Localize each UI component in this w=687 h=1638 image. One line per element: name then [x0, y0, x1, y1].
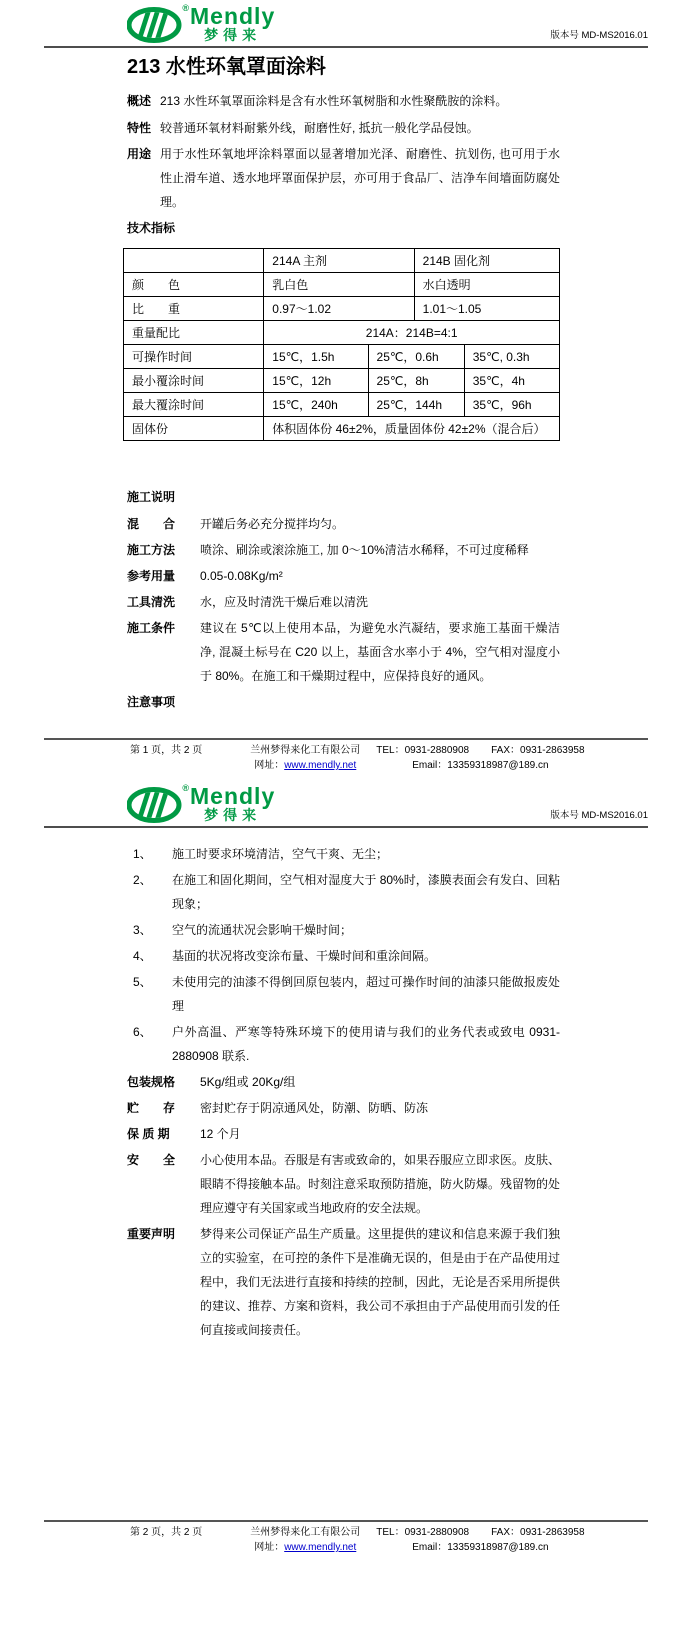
list-item-text: 户外高温、严寒等特殊环境下的使用请与我们的业务代表或致电 0931-2880908 联系. — [172, 1025, 560, 1063]
page-header — [44, 775, 648, 828]
table-cell-value: 25℃，0.6h — [368, 345, 464, 369]
footer-company-block — [250, 743, 360, 773]
page-number: 第 1 页，共 2 页 — [130, 745, 203, 756]
mixing-text: 开罐后务必充分搅拌均匀。 — [200, 517, 345, 531]
page2-footer — [44, 1520, 648, 1555]
safety-text: 小心使用本品。吞服是有害或致命的，如果吞服应立即求医。皮肤、眼睛不得接触本品。时刻注意采取预防措施，防火防爆。残留物的处理应遵守有关国家或当地政府的安全法规。 — [200, 1153, 561, 1215]
table-cell-label: 比 重 — [124, 297, 264, 321]
table-cell-value: 25℃，144h — [368, 393, 464, 417]
list-item-number: 4、 — [133, 949, 152, 963]
mendly-logo — [127, 785, 275, 825]
table-cell-value: 1.01～1.05 — [414, 297, 559, 321]
table-header-214a: 214A 主剂 — [264, 249, 414, 273]
shelf-life-row — [127, 1122, 560, 1146]
method-text: 喷涂、刷涂或滚涂施工, 加 0～10%清洁水稀释，不可过度稀释 — [200, 543, 529, 557]
table-row-solids — [124, 417, 560, 441]
table-row-potlife — [124, 345, 560, 369]
shelf-life-text: 12 个月 — [200, 1127, 241, 1141]
table-cell-value: 体积固体份 46±2%，质量固体份 42±2%（混合后） — [264, 417, 560, 441]
dosage-label: 参考用量 — [127, 569, 176, 583]
page-title: 213 水性环氧罩面涂料 — [127, 56, 326, 78]
logo-text — [190, 785, 275, 823]
table-cell-value: 水白透明 — [414, 273, 559, 297]
logo-name-cn: 梦得来 — [204, 27, 262, 43]
table-header-214b: 214B 固化剂 — [414, 249, 559, 273]
table-header-row — [124, 249, 560, 273]
table-cell-value: 214A：214B=4:1 — [264, 321, 560, 345]
page-header — [44, 0, 648, 48]
table-row-max-recoat — [124, 393, 560, 417]
footer-company-block — [250, 1525, 360, 1555]
tel-label: TEL：0931-2880908 — [376, 745, 470, 756]
table-cell-value: 25℃，8h — [368, 369, 464, 393]
page-1 — [0, 0, 687, 775]
logo-name-en: Mendly — [190, 783, 276, 809]
fax-label: FAX：0931-2863958 — [491, 745, 585, 756]
storage-row — [127, 1096, 560, 1120]
table-row-min-recoat — [124, 369, 560, 393]
tech-spec-heading: 技术指标 — [127, 221, 176, 235]
table-cell-value: 15℃，240h — [264, 393, 368, 417]
logo-name-cn: 梦得来 — [204, 807, 262, 823]
overview-text: 213 水性环氧罩面涂料是含有水性环氧树脂和水性聚酰胺的涂料。 — [160, 94, 508, 108]
company-name: 兰州梦得来化工有限公司 — [250, 745, 361, 756]
packaging-row — [127, 1070, 560, 1094]
page1-footer — [44, 738, 648, 773]
company-name: 兰州梦得来化工有限公司 — [250, 1527, 361, 1538]
method-row — [127, 538, 560, 562]
logo-text — [190, 5, 275, 43]
list-item — [133, 1020, 560, 1068]
version-label: 版本号 MD-MS2016.01 — [550, 30, 648, 41]
table-cell-value: 15℃，12h — [264, 369, 368, 393]
list-item-text: 空气的流通状况会影响干燥时间； — [172, 923, 353, 937]
table-row-color — [124, 273, 560, 297]
list-item-text: 未使用完的油漆不得倒回原包装内，超过可操作时间的油漆只能做报废处理 — [172, 975, 560, 1013]
safety-row — [127, 1148, 560, 1220]
table-cell-label: 可操作时间 — [124, 345, 264, 369]
list-item — [133, 970, 560, 1018]
table-row-ratio — [124, 321, 560, 345]
tool-clean-text: 水，应及时清洗干燥后难以清洗 — [200, 595, 369, 609]
version-label: 版本号 MD-MS2016.01 — [550, 810, 648, 821]
page-number: 第 2 页，共 2 页 — [130, 1527, 203, 1538]
footer-content — [44, 743, 648, 773]
storage-text: 密封贮存于阴凉通风处，防潮、防晒、防冻 — [200, 1101, 429, 1115]
table-cell-label: 固体份 — [124, 417, 264, 441]
tool-clean-row — [127, 590, 560, 614]
disclaimer-row — [127, 1222, 560, 1342]
condition-row — [127, 616, 560, 688]
condition-text: 建议在 5℃以上使用本品，为避免水汽凝结，要求施工基面干燥洁净, 混凝土标号在 C20 以上，基面含水率小于 4%，空气相对湿度小于 80%。在施工和干燥期过程中，应保持良好的通风。 — [200, 621, 560, 683]
feature-text: 较普通环氧材料耐紫外线，耐磨性好, 抵抗一般化学品侵蚀。 — [160, 121, 479, 135]
fax-label: FAX：0931-2863958 — [491, 1527, 585, 1538]
list-item-number: 6、 — [133, 1025, 152, 1039]
mixing-row — [127, 512, 560, 536]
mendly-logo — [127, 5, 275, 45]
mendly-logo-icon — [127, 5, 187, 45]
shelf-life-label: 保 质 期 — [127, 1127, 170, 1141]
mixing-label: 混 合 — [127, 517, 176, 531]
overview-label: 概述 — [127, 94, 152, 108]
table-row-gravity — [124, 297, 560, 321]
method-label: 施工方法 — [127, 543, 176, 557]
usage-label: 用途 — [127, 147, 152, 161]
dosage-text: 0.05-0.08Kg/m² — [200, 569, 283, 583]
table-cell-value: 15℃，1.5h — [264, 345, 368, 369]
list-item-number: 1、 — [133, 847, 152, 861]
footer-content — [44, 1525, 648, 1555]
table-cell-label: 重量配比 — [124, 321, 264, 345]
list-item-number: 2、 — [133, 873, 152, 887]
disclaimer-text: 梦得来公司保证产品生产质量。这里提供的建议和信息来源于我们独立的实验室，在可控的条件下是准确无误的，但是由于在产品使用过程中，我们无法进行直接和持续的控制，因此，无论是否采用所提供的建议、推荐、方案和资料，我公司不承担由于产品使用而引发的任何直接或间接责任。 — [200, 1227, 561, 1337]
tel-label: TEL：0931-2880908 — [376, 1527, 470, 1538]
table-cell-value: 0.97～1.02 — [264, 297, 414, 321]
list-item-text: 在施工和固化期间，空气相对湿度大于 80%时，漆膜表面会有发白、回粘现象； — [172, 873, 560, 911]
dosage-row — [127, 564, 560, 588]
footer-contact-block — [376, 743, 584, 773]
table-cell-label: 最大覆涂时间 — [124, 393, 264, 417]
safety-label: 安 全 — [127, 1153, 176, 1167]
feature-row — [127, 116, 560, 140]
footer-divider — [44, 1520, 648, 1522]
packaging-text: 5Kg/组或 20Kg/组 — [200, 1075, 296, 1089]
website-line — [250, 1540, 360, 1555]
mendly-logo-icon — [127, 785, 187, 825]
website-line — [250, 758, 360, 773]
overview-row — [127, 89, 560, 113]
usage-text: 用于水性环氧地坪涂料罩面以显著增加光泽、耐磨性、抗划伤, 也可用于水性止滑车道、透水地坪罩面保护层，亦可用于食品厂、洁净车间墙面防腐处理。 — [160, 147, 560, 209]
website-link[interactable]: www.mendly.net — [284, 760, 357, 771]
list-item-text: 施工时要求环境清洁，空气干爽、无尘； — [172, 847, 389, 861]
list-item — [133, 944, 560, 968]
email-line: Email：13359318987@189.cn — [412, 1542, 549, 1553]
tech-spec-table — [123, 248, 560, 441]
footer-divider — [44, 738, 648, 740]
email-line: Email：13359318987@189.cn — [412, 760, 549, 771]
storage-label: 贮 存 — [127, 1101, 176, 1115]
construction-heading: 施工说明 — [127, 490, 176, 504]
list-item-number: 5、 — [133, 975, 152, 989]
list-item — [133, 842, 560, 866]
footer-contact-block — [376, 1525, 584, 1555]
list-item — [133, 868, 560, 916]
table-cell-value: 35℃，4h — [464, 369, 559, 393]
registered-mark: ® — [182, 3, 189, 13]
feature-label: 特性 — [127, 121, 152, 135]
packaging-label: 包装规格 — [127, 1075, 176, 1089]
notes-heading: 注意事项 — [127, 695, 176, 709]
list-item-number: 3、 — [133, 923, 152, 937]
page-2 — [0, 775, 687, 1638]
table-cell-empty — [124, 249, 264, 273]
precautions-list — [0, 842, 687, 1068]
tel-fax-line — [376, 743, 584, 758]
website-link[interactable]: www.mendly.net — [284, 1542, 357, 1553]
logo-name-en: Mendly — [190, 3, 276, 29]
table-cell-value: 35℃, 0.3h — [464, 345, 559, 369]
list-item-text: 基面的状况将改变涂布量、干燥时间和重涂间隔。 — [172, 949, 437, 963]
website-label: 网址： — [254, 760, 285, 771]
disclaimer-label: 重要声明 — [127, 1227, 176, 1241]
list-item — [133, 918, 560, 942]
usage-row — [127, 142, 560, 214]
registered-mark: ® — [182, 783, 189, 793]
table-cell-label: 最小覆涂时间 — [124, 369, 264, 393]
condition-label: 施工条件 — [127, 621, 176, 635]
table-cell-label: 颜 色 — [124, 273, 264, 297]
table-cell-value: 35℃，96h — [464, 393, 559, 417]
tel-fax-line — [376, 1525, 584, 1540]
tool-clean-label: 工具清洗 — [127, 595, 176, 609]
table-cell-value: 乳白色 — [264, 273, 414, 297]
website-label: 网址： — [254, 1542, 285, 1553]
